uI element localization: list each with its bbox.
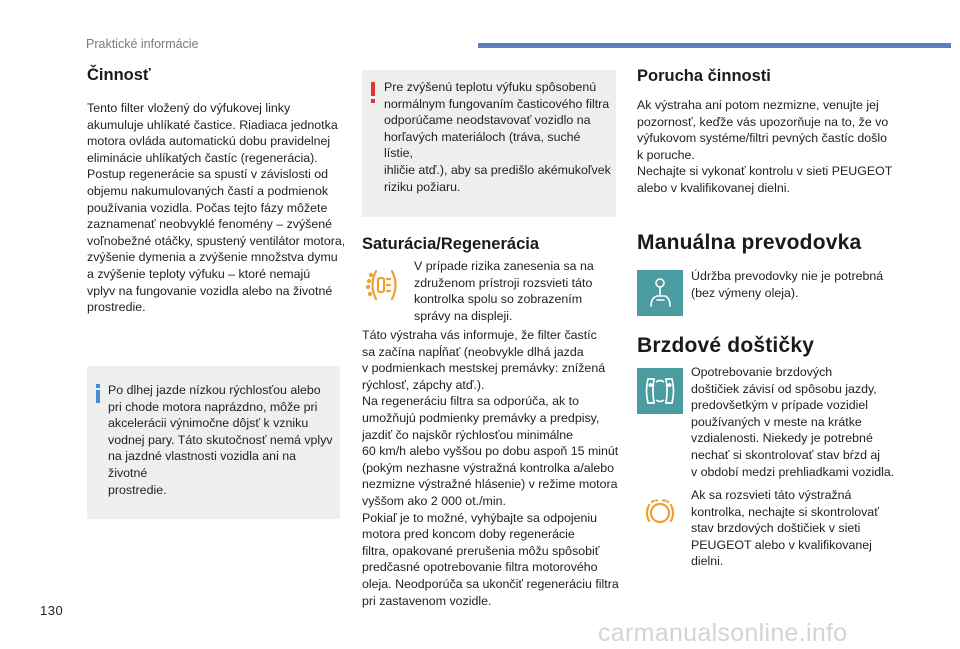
warning-note-text: Pre zvýšenú teplotu výfuku spôsobenú normálnym fungovaním časticového filtra odporúčame neodstavovať vozidlo na horľavých materiáloch (tráva, suché lístie, ihličie atď.), aby sa predišlo akémukoľvek riziku požiaru. — [384, 80, 611, 194]
watermark: carmanualsonline.info — [598, 619, 848, 647]
saturacia-paragraph: Táto výstraha vás informuje, že filter častíc sa začína napĺňať (neobvykle dlhá jazda v podmienkach mestskej premávky: znížená rýchlosť, zápchy atď.). Na regeneráciu filtra sa odporúča, ak to umožňujú podmienky premávky a predpisy, jazdiť čo najskôr rýchlosťou minimálne 60 km/h alebo vyššou po dobu aspoň 15 minút (pokým nezhasne výstražná kontrolka a/alebo nezmizne výstražné hlásenie) v režime motora vyššom ako 2 000 ot./min. Pokiaľ je to možné, vyhýbajte sa odpojeniu motora pred koncom doby regenerácie filtra, opakované prerušenia môžu spôsobiť predčasné opotrebovanie filtra motorového oleja. Neodporúča sa ukončiť regeneráciu filtra pri zastavenom vozidle. — [362, 328, 619, 608]
gear-lever-icon — [637, 270, 683, 316]
warning-note — [362, 70, 616, 217]
exclamation-icon-dot — [371, 99, 375, 103]
gearbox-text: Údržba prevodovky nie je potrebná (bez výmeny oleja). — [691, 269, 884, 300]
brake-pads-text: Opotrebovanie brzdových doštičiek závisí od spôsobu jazdy, predovšetkým v prípade vozidiel používaných v meste na krátke vzdialenosti. Niekedy je potrebné nechať si skontrolovať stav bŕzd aj v období medzi prehliadkami vozidla. — [691, 365, 895, 479]
heading-porucha: Porucha činnosti — [637, 67, 771, 85]
brake-warning-icon — [637, 490, 683, 536]
brake-pads-icon — [637, 368, 683, 414]
section-title: Praktické informácie — [86, 37, 199, 51]
heading-cinnost: Činnosť — [87, 66, 151, 84]
exclamation-icon — [371, 82, 375, 96]
saturacia-icon-text: V prípade rizika zanesenia sa na združenom prístroji rozsvieti táto kontrolka spolu so zobrazením správy na displeji. — [414, 259, 594, 323]
heading-brzdove-dosticky: Brzdové doštičky — [637, 334, 815, 357]
brake-warning-text: Ak sa rozsvieti táto výstražná kontrolka, nechajte si skontrolovať stav brzdových doštičiek v sieti PEUGEOT alebo v kvalifikovanej dielni. — [691, 488, 879, 569]
info-icon — [96, 390, 100, 403]
header-accent-bar — [478, 43, 951, 48]
info-note — [87, 366, 340, 519]
heading-saturacia: Saturácia/Regenerácia — [362, 235, 540, 253]
info-note-text: Po dlhej jazde nízkou rýchlosťou alebo pri chode motora naprázdno, môže pri akcelerácii výnimočne dôjsť k vzniku vodnej pary. Táto skutočnosť nemá vplyv na jazdné vlastnosti vozidla ani na životné prostredie. — [108, 383, 333, 497]
page-number: 130 — [40, 603, 64, 618]
porucha-paragraph: Ak výstraha ani potom nezmizne, venujte jej pozornosť, keďže vás upozorňuje na to, že vo výfukovom systéme/filtri pevných častíc došlo k poruche. Nechajte si vykonať kontrolu v sieti PEUGEOT alebo v kvalifikovanej dielni. — [637, 98, 893, 195]
cinnost-paragraph: Tento filter vložený do výfukovej linky akumuluje uhlíkaté častice. Riadiaca jednotka motora ovláda automatickú dobu pravidelnej eliminácie uhlíkatých častíc (regenerácia). Postup regenerácie sa spustí v závislosti od objemu nakumulovaných častí a podmienok používania vozidla. Počas tejto fázy môžete zaznamenať neobvyklé fenomény – zvýšené voľnobežné otáčky, spustený ventilátor motora, zvýšenie dymenia a zvýšenie množstva dymu a zvýšenie teploty výfuku – ktoré nemajú vplyv na fungovanie vozidla alebo na životné prostredie. — [87, 101, 346, 315]
particle-filter-warning-icon — [361, 262, 407, 308]
info-icon-dot — [96, 384, 100, 388]
heading-manualna-prevodovka: Manuálna prevodovka — [637, 231, 862, 254]
